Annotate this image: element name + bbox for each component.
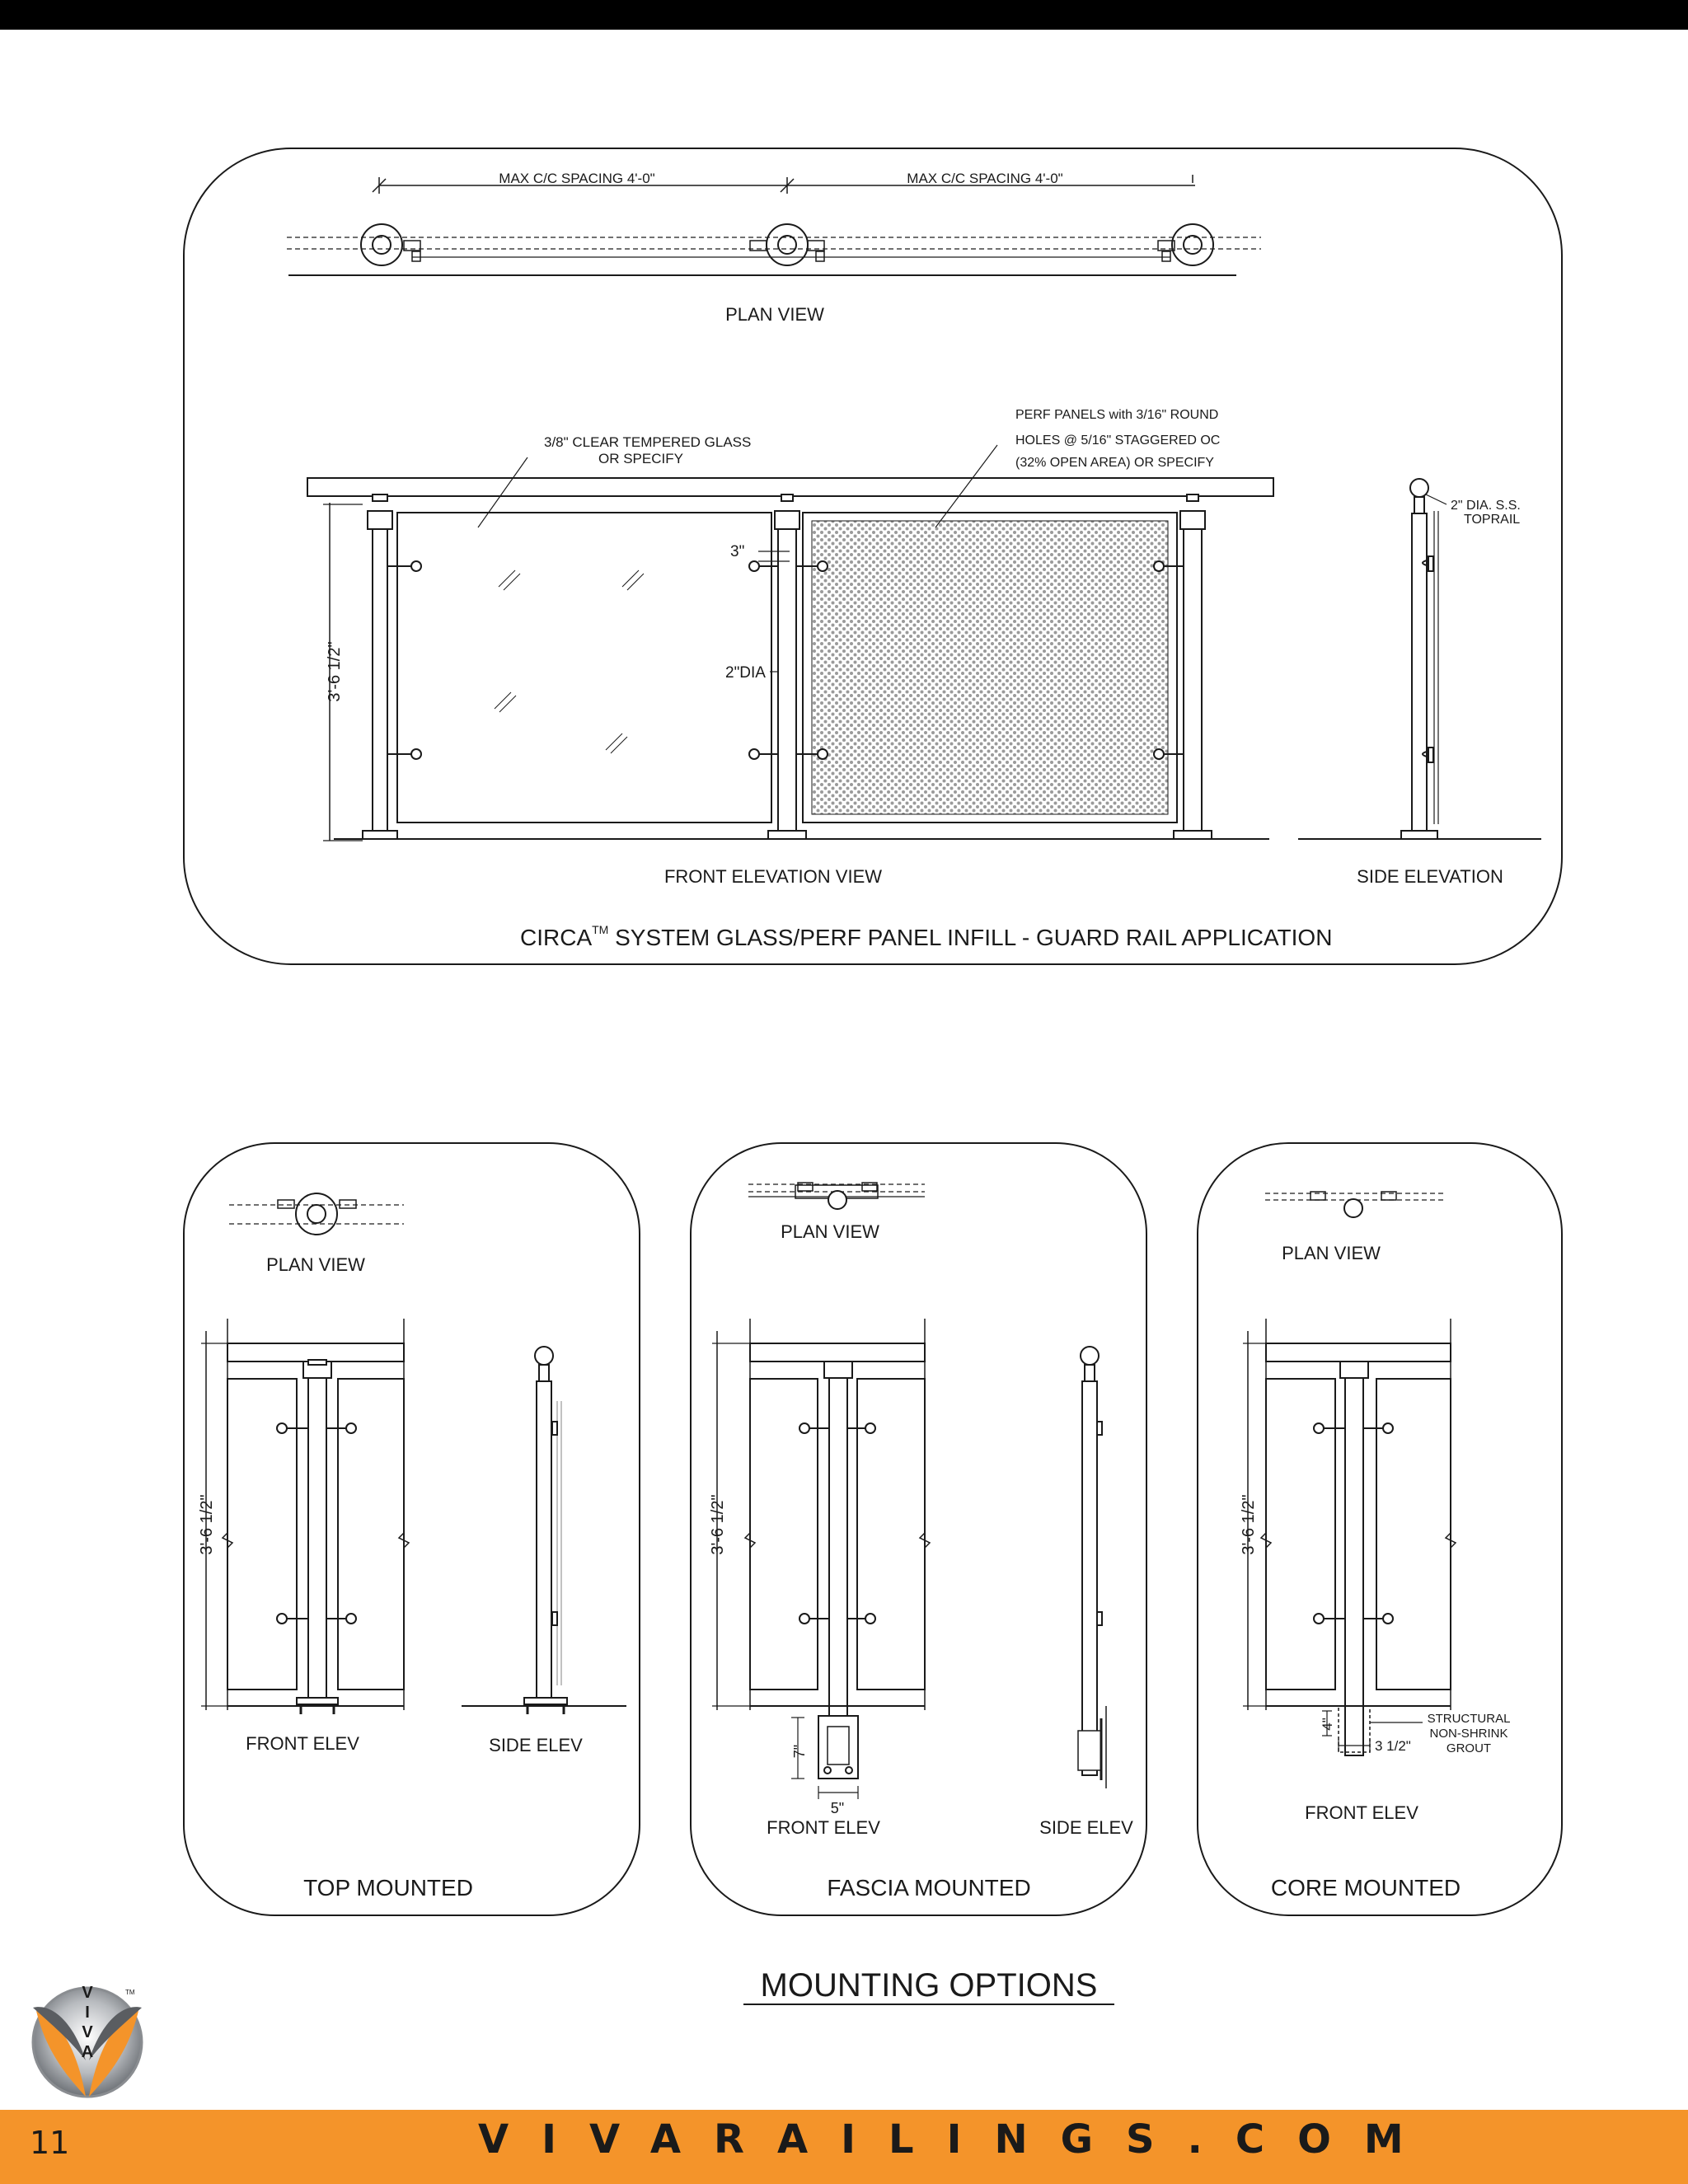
front-elevation-label: FRONT ELEVATION VIEW [663,866,883,887]
logo-letter-i: I [85,2004,90,2022]
core-grout-note-2: NON-SHRINK [1429,1727,1508,1741]
toprail-note-line-2: TOPRAIL [1464,513,1521,527]
top-mounted-front-elev: FRONT ELEV [246,1733,359,1754]
viva-logo [33,1984,142,2097]
fascia-dim-7: 7" [791,1744,808,1759]
core-grout-note-1: STRUCTURAL [1427,1712,1511,1726]
website-url[interactable]: VIVARAILINGS.COM [478,2116,1437,2163]
perf-note-line-3: (32% OPEN AREA) OR SPECIFY [1015,456,1214,470]
glass-note-line-1: 3/8" CLEAR TEMPERED GLASS [544,434,752,450]
logo-trademark: TM [125,1989,135,1996]
logo-letter-v2: V [82,2023,93,2041]
spacing-label-right: MAX C/C SPACING 4'-0" [907,171,1063,186]
core-front-elev: FRONT ELEV [1305,1802,1418,1823]
top-front-elevation [307,445,1541,841]
core-title: CORE MOUNTED [1270,1875,1461,1900]
core-plan-view: PLAN VIEW [1282,1243,1381,1263]
top-mounted-panel [184,1143,640,1915]
side-elevation-label: SIDE ELEVATION [1357,866,1503,887]
mounting-options-heading: MOUNTING OPTIONS [760,1967,1098,2004]
perf-note-line-1: PERF PANELS with 3/16" ROUND [1015,408,1219,422]
fascia-mounted-panel [691,1143,1146,1915]
perf-note-line-2: HOLES @ 5/16" STAGGERED OC [1015,434,1221,448]
fascia-plan-view: PLAN VIEW [781,1221,879,1242]
plan-view-label: PLAN VIEW [725,304,824,325]
top-plan-view [287,175,1261,275]
logo-letter-v1: V [82,1984,93,2002]
page-number: 11 [30,2125,70,2161]
dim-3-inch: 3" [730,543,745,560]
fascia-title: FASCIA MOUNTED [827,1875,1031,1900]
core-dim-4: 4" [1320,1718,1335,1731]
core-height-dim: 3'-6 1/2" [1240,1494,1258,1555]
fascia-front-elev: FRONT ELEV [767,1817,880,1838]
top-mounted-plan-view: PLAN VIEW [266,1254,365,1275]
fascia-height-dim: 3'-6 1/2" [709,1494,727,1555]
guard-rail-panel [184,148,1562,964]
fascia-dim-5: 5" [830,1800,845,1816]
title-trademark: TM [592,923,609,936]
top-panel-title [520,923,1332,950]
height-dimension: 3'-6 1/2" [326,641,344,702]
title-prefix: CIRCA [520,925,593,950]
top-mounted-side-elev: SIDE ELEV [489,1735,583,1755]
spacing-label-left: MAX C/C SPACING 4'-0" [499,171,655,186]
logo-letter-a: A [81,2043,94,2061]
title-suffix: SYSTEM GLASS/PERF PANEL INFILL - GUARD RAIL APPLICATION [608,925,1333,950]
toprail-note-line-1: 2" DIA. S.S. [1451,499,1521,513]
top-mounted-height-dim: 3'-6 1/2" [198,1494,216,1555]
core-grout-note-3: GROUT [1446,1741,1492,1755]
top-mounted-title: TOP MOUNTED [303,1875,473,1900]
dim-2-dia: 2"DIA [725,664,766,682]
glass-note-line-2: OR SPECIFY [598,451,683,466]
core-dim-3-half: 3 1/2" [1375,1738,1411,1754]
top-side-elevation [1298,479,1541,839]
fascia-side-elev: SIDE ELEV [1039,1817,1133,1838]
